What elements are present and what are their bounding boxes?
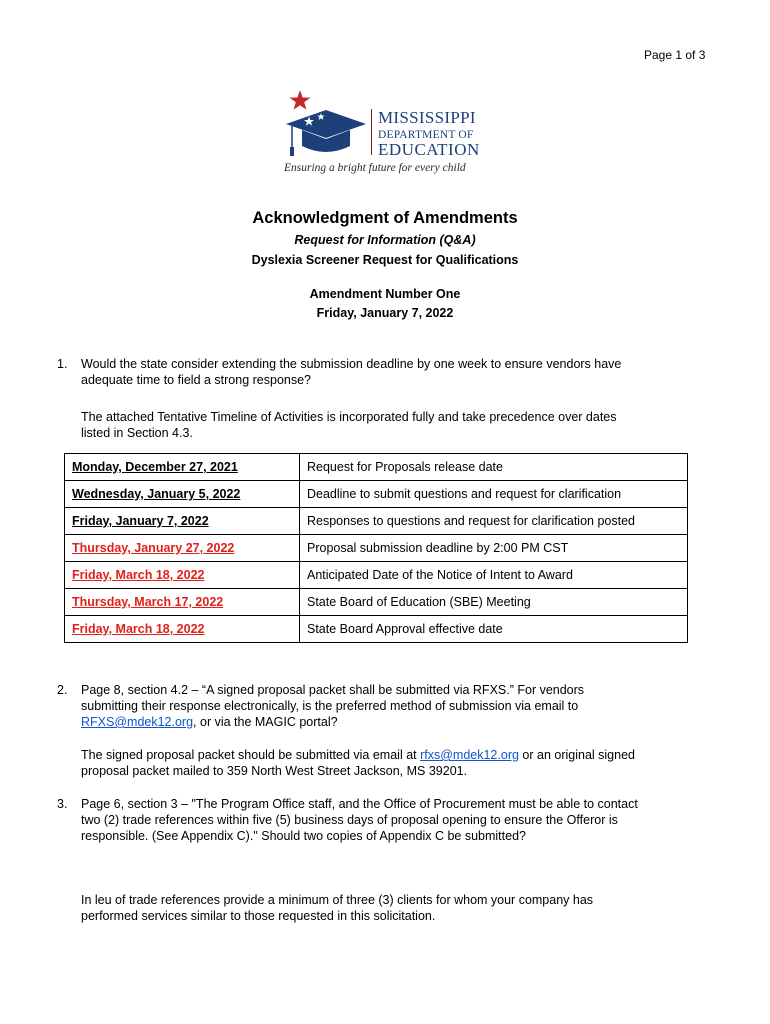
graduation-cap-star-logo-icon	[282, 88, 372, 166]
amendment-number: Amendment Number One	[309, 287, 461, 301]
document-subtitle: Request for Information (Q&A)	[294, 233, 476, 247]
timeline-activity: Responses to questions and request for clarification posted	[300, 508, 688, 535]
timeline-activity: State Board of Education (SBE) Meeting	[300, 589, 688, 616]
question-line: adequate time to field a strong response?	[81, 373, 312, 387]
timeline-activity: Proposal submission deadline by 2:00 PM CST	[300, 535, 688, 562]
table-row	[65, 589, 688, 616]
timeline-date: Friday, January 7, 2022	[65, 508, 300, 535]
logo-line-3: EDUCATION	[378, 140, 480, 159]
table-row	[65, 481, 688, 508]
timeline-date: Wednesday, January 5, 2022	[65, 481, 300, 508]
table-row	[65, 508, 688, 535]
timeline-table	[64, 453, 688, 643]
question-text	[81, 796, 638, 844]
answer-line	[81, 747, 721, 763]
answer-text: or an original signed	[518, 748, 635, 762]
answer-line: listed in Section 4.3.	[81, 426, 193, 440]
mde-logo	[282, 88, 482, 180]
timeline-date: Thursday, January 27, 2022	[65, 535, 300, 562]
document-title: Acknowledgment of Amendments	[252, 209, 518, 227]
answer-line: proposal packet mailed to 359 North West Street Jackson, MS 39201.	[81, 764, 468, 778]
table-row	[65, 454, 688, 481]
answer-3	[81, 892, 721, 924]
answer-1	[81, 409, 721, 441]
table-row	[65, 535, 688, 562]
question-number: 1.	[57, 357, 68, 371]
document-subtitle-2: Dyslexia Screener Request for Qualifications	[251, 253, 519, 267]
question-text	[81, 682, 584, 730]
question-line: Page 6, section 3 – "The Program Office staff, and the Office of Procurement must be able to contact	[81, 797, 638, 811]
logo-line-2: DEPARTMENT OF	[378, 129, 474, 141]
timeline-date: Friday, March 18, 2022	[65, 616, 300, 643]
timeline-activity: State Board Approval effective date	[300, 616, 688, 643]
question-line: two (2) trade references within five (5) business days of proposal opening to ensure the Offeror is	[81, 813, 618, 827]
answer-2	[81, 747, 721, 779]
question-number: 2.	[57, 683, 68, 697]
answer-line: In leu of trade references provide a minimum of three (3) clients for whom your company has	[81, 893, 594, 907]
timeline-date: Thursday, March 17, 2022	[65, 589, 300, 616]
logo-divider	[371, 109, 372, 155]
question-line: responsible. (See Appendix C)." Should two copies of Appendix C be submitted?	[81, 829, 526, 843]
question-number: 3.	[57, 797, 68, 811]
timeline-date: Monday, December 27, 2021	[65, 454, 300, 481]
timeline-activity: Request for Proposals release date	[300, 454, 688, 481]
question-line	[81, 714, 584, 730]
title-block	[0, 208, 770, 268]
amendment-block	[0, 285, 770, 323]
table-row	[65, 562, 688, 589]
answer-line: performed services similar to those requested in this solicitation.	[81, 909, 436, 923]
timeline-activity: Deadline to submit questions and request for clarification	[300, 481, 688, 508]
page-number: Page 1 of 3	[644, 48, 706, 62]
answer-text: The signed proposal packet should be submitted via email at	[81, 748, 421, 762]
question-line-rest: , or via the MAGIC portal?	[193, 715, 338, 729]
timeline-date: Friday, March 18, 2022	[65, 562, 300, 589]
rfxs-email-link-2[interactable]: rfxs@mdek12.org	[420, 748, 519, 762]
rfxs-email-link[interactable]: RFXS@mdek12.org	[81, 715, 194, 729]
table-row	[65, 616, 688, 643]
answer-line: The attached Tentative Timeline of Activities is incorporated fully and take precedence over dates	[81, 410, 617, 424]
question-line: Would the state consider extending the submission deadline by one week to ensure vendors have	[81, 357, 622, 371]
logo-line-1: MISSISSIPPI	[378, 108, 476, 127]
question-line: Page 8, section 4.2 – “A signed proposal packet shall be submitted via RFXS.” For vendors	[81, 683, 585, 697]
amendment-date: Friday, January 7, 2022	[316, 306, 454, 320]
timeline-activity: Anticipated Date of the Notice of Intent to Award	[300, 562, 688, 589]
question-text	[81, 356, 621, 388]
question-line: submitting their response electronically, is the preferred method of submission via email to	[81, 699, 579, 713]
logo-tagline: Ensuring a bright future for every child	[284, 162, 466, 174]
